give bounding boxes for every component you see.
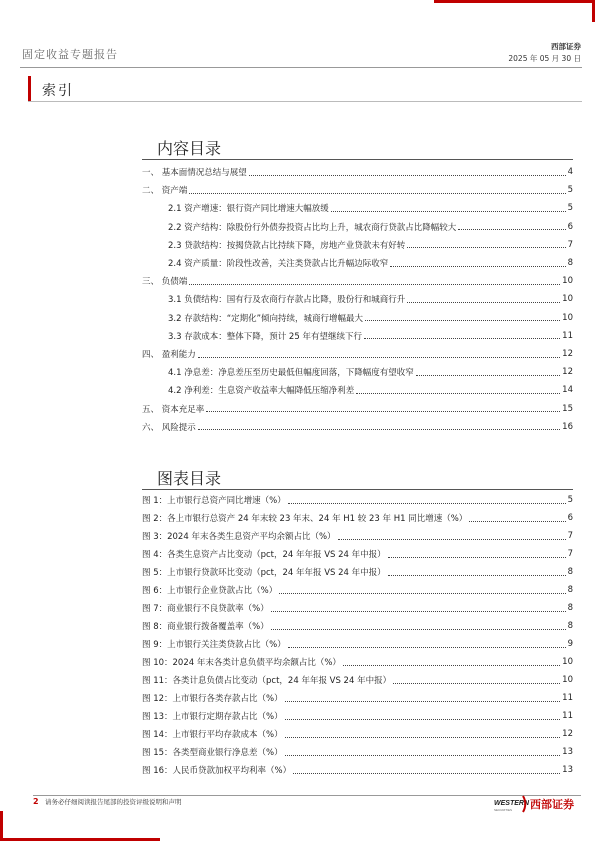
figure-item-label: 图 5：上市银行贷款环比变动（pct，24 年年报 VS 24 年中报） — [142, 568, 386, 578]
page-number: 2 — [33, 797, 39, 806]
corner-accent-top-horizontal — [434, 0, 595, 3]
toc-item-label: 2.3 贷款结构：按揭贷款占比持续下降，房地产业贷款未有好转 — [168, 240, 406, 251]
toc-item[interactable] — [142, 290, 573, 308]
figure-item-label: 图 9：上市银行关注类贷款占比（%） — [142, 640, 286, 650]
corner-accent-bottom-vertical — [0, 811, 3, 841]
toc-item[interactable] — [142, 363, 573, 381]
figure-item-page: 13 — [562, 747, 573, 757]
figure-item-label: 图 2：各上市银行总资产 24 年末较 23 年末、24 年 H1 较 23 年 H1 同比增速（%） — [142, 514, 468, 524]
dot-leader — [285, 755, 561, 756]
logo-cn: 西部证券 — [530, 798, 574, 811]
figure-item[interactable] — [142, 509, 573, 527]
section-accent — [28, 76, 31, 101]
dot-leader — [388, 575, 566, 576]
dot-leader — [458, 229, 565, 230]
section-title: 索引 — [42, 83, 74, 99]
toc-item-page: 8 — [567, 258, 573, 268]
toc-item-page: 10 — [562, 294, 573, 305]
toc-item-label: 3.1 负债结构：国有行及农商行存款占比降，股份行和城商行升 — [168, 295, 406, 306]
dot-leader — [206, 411, 560, 412]
toc-item-page: 12 — [562, 367, 573, 378]
figure-item-page: 11 — [562, 693, 573, 703]
toc-item-label: 3.3 存款成本：整体下降，预计 25 年有望继续下行 — [168, 331, 362, 342]
dot-leader — [331, 211, 566, 212]
toc-item-page: 7 — [567, 239, 573, 250]
figure-item-page: 12 — [562, 729, 573, 739]
figure-item[interactable] — [142, 581, 573, 599]
toc-item-label: 4.1 净息差：净息差压至历史最低但幅度回落，下降幅度有望收窄 — [168, 368, 414, 379]
figure-item-label: 图 12：上市银行各类存款占比（%） — [142, 694, 283, 704]
dot-leader — [271, 611, 566, 612]
dot-leader — [293, 773, 560, 774]
toc-item-page: 14 — [562, 385, 573, 396]
toc-item[interactable] — [142, 309, 573, 327]
dot-leader — [388, 557, 566, 558]
dot-leader — [343, 665, 560, 666]
figure-item[interactable] — [142, 563, 573, 581]
toc-item[interactable] — [142, 381, 573, 399]
figure-item[interactable] — [142, 725, 573, 743]
figure-item[interactable] — [142, 527, 573, 545]
figure-item[interactable] — [142, 671, 573, 689]
dot-leader — [407, 247, 565, 248]
figure-item-page: 11 — [562, 711, 573, 721]
figure-item-page: 7 — [567, 531, 573, 541]
toc-item-page: 4 — [567, 167, 573, 177]
figure-item[interactable] — [142, 491, 573, 509]
toc-item-page: 5 — [567, 203, 573, 214]
dot-leader — [416, 375, 560, 376]
figures-divider — [142, 489, 573, 490]
figure-item[interactable] — [142, 653, 573, 671]
dot-leader — [288, 503, 566, 504]
figure-item[interactable] — [142, 599, 573, 617]
toc-item-label: 四、 盈利能力 — [142, 350, 196, 360]
company-logo — [482, 792, 582, 816]
dot-leader — [288, 647, 566, 648]
toc-item[interactable] — [142, 199, 573, 217]
figure-item-page: 8 — [567, 567, 573, 577]
figure-item-page: 5 — [567, 495, 573, 505]
dot-leader — [393, 683, 560, 684]
brand-name: 西部证券 — [551, 42, 581, 51]
dot-leader — [198, 429, 560, 430]
figure-item-label: 图 3：2024 年末各类生息资产平均余额占比（%） — [142, 532, 336, 542]
header-divider — [20, 67, 582, 68]
toc-item-page: 10 — [562, 312, 573, 323]
figure-item-label: 图 1：上市银行总资产同比增速（%） — [142, 496, 286, 506]
dot-leader — [279, 593, 565, 594]
figure-item-page: 10 — [562, 657, 573, 667]
toc-item-label: 六、 风险提示 — [142, 422, 196, 433]
toc-item-page: 12 — [562, 349, 573, 359]
toc-item-label: 2.4 资产质量：阶段性改善，关注类贷款占比升幅边际收窄 — [168, 259, 389, 269]
toc-item-page: 10 — [562, 276, 573, 287]
figure-item-label: 图 8：商业银行拨备覆盖率（%） — [142, 622, 269, 632]
toc-item-label: 4.2 净利差：生息资产收益率大幅降低压缩净利差 — [168, 386, 355, 397]
dot-leader — [356, 393, 560, 394]
figure-item-label: 图 11：各类计息负债占比变动（pct，24 年年报 VS 24 年中报） — [142, 676, 392, 686]
figure-item-page: 13 — [562, 765, 573, 775]
dot-leader — [249, 175, 566, 176]
dot-leader — [338, 539, 566, 540]
figure-item-page: 8 — [567, 585, 573, 595]
logo-en: WESTERN — [494, 800, 529, 807]
figure-item-page: 7 — [567, 549, 573, 559]
dot-leader — [469, 521, 565, 522]
toc-item[interactable] — [142, 163, 573, 181]
toc-item[interactable] — [142, 254, 573, 272]
toc-item[interactable] — [142, 345, 573, 363]
toc-item-page: 6 — [567, 221, 573, 232]
figure-item[interactable] — [142, 707, 573, 725]
toc-item-label: 二、 资产端 — [142, 186, 188, 197]
report-date: 2025 年 05 月 30 日 — [508, 54, 581, 63]
dot-leader — [189, 193, 565, 194]
figure-item[interactable] — [142, 761, 573, 779]
contents-divider — [142, 159, 573, 160]
figure-item[interactable] — [142, 617, 573, 635]
report-type: 固定收益专题报告 — [22, 48, 118, 61]
logo-en-sub: SECURITIES — [494, 808, 513, 812]
dot-leader — [271, 629, 566, 630]
section-bar — [28, 76, 582, 102]
figure-item[interactable] — [142, 635, 573, 653]
figures-title: 图表目录 — [157, 469, 222, 488]
dot-leader — [198, 357, 560, 358]
figure-item-label: 图 14：上市银行平均存款成本（%） — [142, 730, 283, 740]
figure-item[interactable] — [142, 545, 573, 563]
toc-item[interactable] — [142, 218, 573, 236]
toc-item[interactable] — [142, 181, 573, 199]
toc-item[interactable] — [142, 327, 573, 345]
figure-item-page: 8 — [567, 603, 573, 613]
contents-title: 内容目录 — [157, 139, 222, 158]
toc-item-label: 三、 负债端 — [142, 277, 188, 288]
toc-item-page: 15 — [562, 403, 573, 414]
dot-leader — [407, 302, 560, 303]
figure-item-label: 图 7：商业银行不良贷款率（%） — [142, 604, 269, 614]
dot-leader — [285, 737, 561, 738]
dot-leader — [189, 284, 560, 285]
figure-item[interactable] — [142, 743, 573, 761]
dot-leader — [285, 719, 561, 720]
figure-item-page: 10 — [562, 675, 573, 685]
figure-item-label: 图 4：各类生息资产占比变动（pct，24 年年报 VS 24 年中报） — [142, 550, 386, 560]
toc-item[interactable] — [142, 236, 573, 254]
dot-leader — [390, 266, 565, 267]
toc-item-page: 5 — [567, 185, 573, 196]
toc-item[interactable] — [142, 418, 573, 436]
toc-item-label: 五、 资本充足率 — [142, 404, 205, 415]
toc-item-page: 11 — [562, 330, 573, 341]
toc-item-label: 3.2 存款结构：“定期化”倾向持续，城商行增幅最大 — [168, 313, 364, 324]
dot-leader — [364, 338, 560, 339]
figure-item-page: 6 — [567, 513, 573, 523]
dot-leader — [365, 320, 560, 321]
figure-item-label: 图 15：各类型商业银行净息差（%） — [142, 748, 283, 758]
toc-item[interactable] — [142, 272, 573, 290]
dot-leader — [285, 701, 561, 702]
figure-item[interactable] — [142, 689, 573, 707]
figure-item-page: 9 — [567, 639, 573, 649]
toc-item-label: 2.2 资产结构：除股份行外债券投资占比均上升，城农商行贷款占比降幅较大 — [168, 222, 457, 233]
figure-item-label: 图 13：上市银行定期存款占比（%） — [142, 712, 283, 722]
toc-item-page: 16 — [562, 421, 573, 432]
figure-item-label: 图 10：2024 年末各类计息负债平均余额占比（%） — [142, 658, 341, 668]
toc-item-label: 一、 基本面情况总结与展望 — [142, 168, 247, 178]
toc-item-label: 2.1 资产增速：银行资产同比增速大幅放缓 — [168, 204, 329, 215]
disclaimer-note: 请务必仔细阅读报告尾部的投资评级说明和声明 — [45, 798, 182, 806]
figure-item-label: 图 6：上市银行企业贷款占比（%） — [142, 586, 278, 596]
toc-item[interactable] — [142, 400, 573, 418]
figure-item-page: 8 — [567, 621, 573, 631]
figure-item-label: 图 16：人民币贷款加权平均利率（%） — [142, 766, 292, 776]
